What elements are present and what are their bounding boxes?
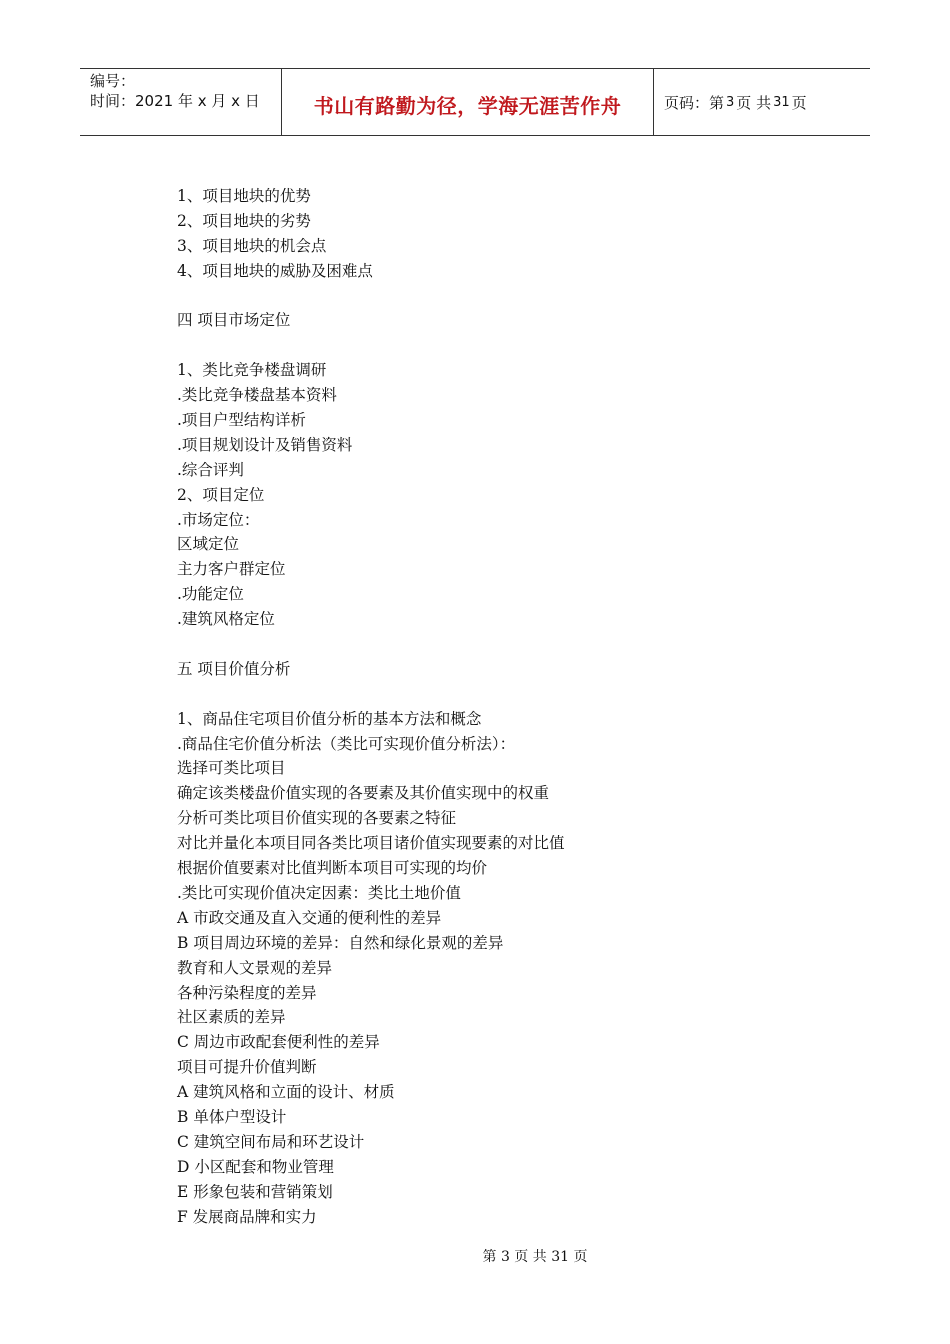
text-line: .建筑风格定位 <box>177 610 275 629</box>
text-line: .项目规划设计及销售资料 <box>177 435 353 454</box>
text-line: B 单体户型设计 <box>177 1107 287 1126</box>
blank-line <box>177 632 857 657</box>
text-line: .市场定位： <box>177 510 260 529</box>
text-line: 社区素质的差异 <box>177 1008 286 1027</box>
text-line: 3、项目地块的机会点 <box>177 236 327 255</box>
text-line: 区域定位 <box>177 535 240 554</box>
text-line: .综合评判 <box>177 460 244 479</box>
document-body <box>177 184 857 1229</box>
header-meta <box>80 69 282 135</box>
text-line: .类比可实现价值决定因素：类比土地价值 <box>177 883 461 902</box>
text-line: A 市政交通及直入交通的便利性的差异 <box>177 908 442 927</box>
text-line: 各种污染程度的差异 <box>177 983 317 1002</box>
page-current: 3 <box>726 94 735 110</box>
text-line: 四 项目市场定位 <box>177 311 291 330</box>
text-line: 1、商品住宅项目价值分析的基本方法和概念 <box>177 709 482 728</box>
blank-line <box>177 682 857 707</box>
text-line: F 发展商品牌和实力 <box>177 1207 317 1226</box>
text-line: 对比并量化本项目同各类比项目诸价值实现要素的对比值 <box>177 834 565 853</box>
page-total: 31 <box>773 94 790 110</box>
text-line: .功能定位 <box>177 585 244 604</box>
time-label: 时间：2021 年 x 月 x 日 <box>90 92 260 110</box>
blank-line <box>177 284 857 309</box>
text-line: D 小区配套和物业管理 <box>177 1157 334 1176</box>
text-line: B 项目周边环境的差异：自然和绿化景观的差异 <box>177 933 504 952</box>
text-line: 确定该类楼盘价值实现的各要素及其价值实现中的权重 <box>177 784 550 803</box>
text-line: 1、项目地块的优势 <box>177 187 311 205</box>
text-line: C 建筑空间布局和环艺设计 <box>177 1132 365 1151</box>
text-line: 2、项目定位 <box>177 485 265 504</box>
text-line: 五 项目价值分析 <box>177 659 291 678</box>
page-footer: 第 3 页 共 31 页 <box>482 1249 588 1265</box>
header-page-info <box>654 69 870 135</box>
text-line: 选择可类比项目 <box>177 759 286 778</box>
text-line: 主力客户群定位 <box>177 560 286 579</box>
text-line: C 周边市政配套便利性的差异 <box>177 1033 380 1052</box>
text-line: 项目可提升价值判断 <box>177 1058 317 1077</box>
text-line: 4、项目地块的威胁及困难点 <box>177 261 373 280</box>
page-suffix: 页 <box>791 93 807 112</box>
page-mid: 页 共 <box>736 93 772 112</box>
text-line: 1、类比竞争楼盘调研 <box>177 361 327 380</box>
text-line: A 建筑风格和立面的设计、材质 <box>177 1083 395 1102</box>
text-line: 2、项目地块的劣势 <box>177 211 311 230</box>
blank-line <box>177 333 857 358</box>
header-motto-cell <box>282 69 654 135</box>
text-line: E 形象包装和营销策划 <box>177 1182 333 1201</box>
text-line: .项目户型结构详析 <box>177 411 306 430</box>
motto-text: 书山有路勤为径，学海无涯苦作舟 <box>313 93 622 118</box>
text-line: .商品住宅价值分析法（类比可实现价值分析法）： <box>177 734 516 753</box>
text-line: .类比竞争楼盘基本资料 <box>177 386 337 405</box>
page-prefix: 页码：第 <box>664 93 725 112</box>
text-line: 根据价值要素对比值判断本项目可实现的均价 <box>177 859 488 878</box>
number-label: 编号： <box>90 72 136 90</box>
text-line: 教育和人文景观的差异 <box>177 958 333 977</box>
page-header <box>80 68 870 136</box>
text-line: 分析可类比项目价值实现的各要素之特征 <box>177 809 457 828</box>
